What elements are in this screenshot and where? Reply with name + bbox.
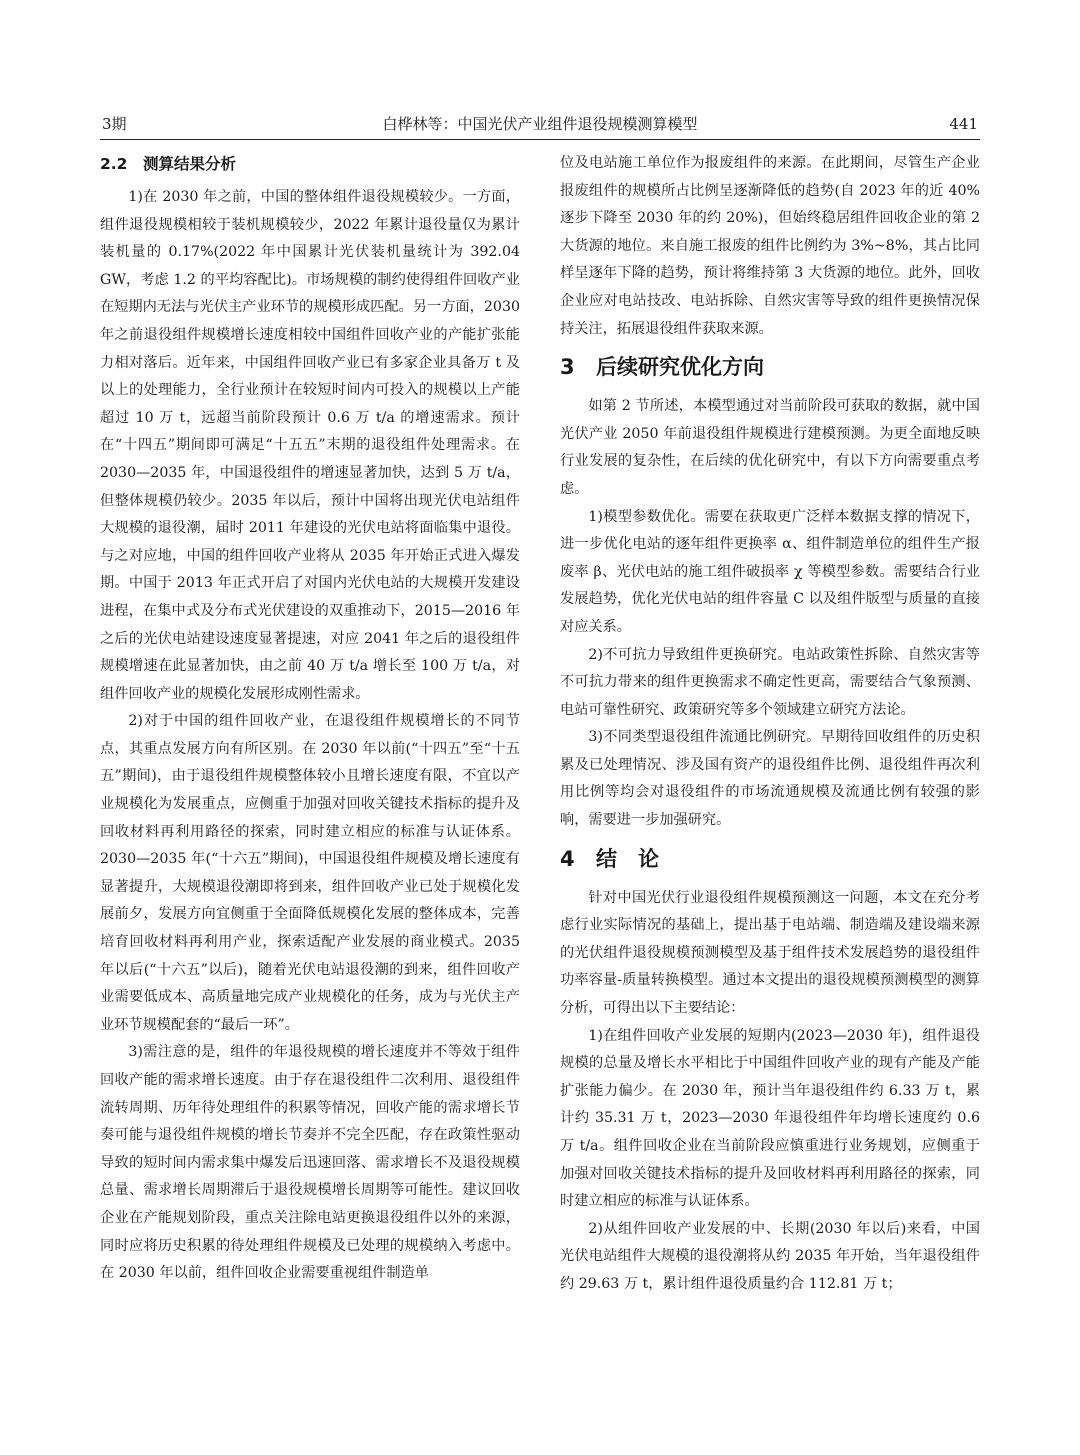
section-heading-4 [560,835,980,885]
paragraph: 1)在组件回收产业发展的短期内(2023—2030 年)，组件退役规模的总量及增长水平相比于中国组件回收产业的现有产能及产能扩张能力偏少。在 2030 年，预计当年退役组件约 6.33 万 t，累计约 35.31 万 t，2023—2030 年退役组件年均增长速度约 0.6 万 t/a。组件回收企业在当前阶段应慎重进行业务规划，应侧重于加强对回收关键技术指标的提升及回收材料再利用路径的探索，同时建立相应的标准与认证体系。 [560,1027,980,1210]
paragraph: 2)不可抗力导致组件更换研究。电站政策性拆除、自然灾害等不可抗力带来的组件更换需求不确定性更高，需要结合气象预测、电站可靠性研究、政策研究等多个领域建立研究方法论。 [560,646,980,718]
header-rule [100,139,980,140]
paragraph: 如第 2 节所述，本模型通过对当前阶段可获取的数据，就中国光伏产业 2050 年前退役组件规模进行建模预测。为更全面地反映行业发展的复杂性，在后续的优化研究中，有以下方向需要重点考虑。 [560,398,980,497]
running-title: 白桦林等：中国光伏产业组件退役规模测算模型 [382,115,698,133]
paragraph: 2)对于中国的组件回收产业，在退役组件规模增长的不同节点，其重点发展方向有所区别。在 2030 年以前(“十四五”至“十五五”期间)，由于退役组件规模整体较小且增长速度有限，不宜以产业规模化为发展重点，应侧重于加强对回收关键技术指标的提升及回收材料再利用路径的探索，同时建立相应的标准与认证体系。2030—2035 年(“十六五”期间)，中国退役组件规模及增长速度有显著提升，大规模退役潮即将到来，组件回收产业已处于规模化发展前夕，发展方向宜侧重于全面降低规模化发展的整体成本，完善培育回收材料再利用产业，探索适配产业发展的商业模式。2035 年以后(“十六五”以后)，随着光伏电站退役潮的到来，组件回收产业需要低成本、高质量地完成产业规模化的任务，成为与光伏主产业环节规模配套的“最后一环”。 [100,713,520,1033]
section-title: 结 论 [596,846,659,871]
paragraph: 3)需注意的是，组件的年退役规模的增长速度并不等效于组件回收产能的需求增长速度。由于存在退役组件二次利用、退役组件流转周期、历年待处理组件的积累等情况，回收产能的需求增长节奏可能与退役组件规模的增长节奏并不完全匹配，存在政策性驱动导致的短时间内需求集中爆发后迅速回落、需求增长不及退役规模总量、需求增长周期滞后于退役规模增长周期等可能性。建议回收企业在产能规划阶段，重点关注除电站更换退役组件以外的来源，同时应将历史积累的待处理组件规模及已处理的规模纳入考虑中。在 2030 年以前，组件回收企业需要重视组件制造单 [100,1044,520,1282]
section-heading-3 [560,343,980,393]
paragraph: 2)从组件回收产业发展的中、长期(2030 年以后)来看，中国光伏电站组件大规模的退役潮将从约 2035 年开始，当年退役组件约 29.63 万 t，累计组件退役质量约合 112.81 万 t； [560,1220,980,1292]
running-header [100,113,980,135]
paragraph: 3)不同类型退役组件流通比例研究。早期待回收组件的历史积累及已处理情况、涉及国有资产的退役组件比例、退役组件再次利用比例等均会对退役组件的市场流通规模及流通比例有较强的影响，需要进一步加强研究。 [560,729,980,829]
paragraph: 针对中国光伏行业退役组件规模预测这一问题，本文在充分考虑行业实际情况的基础上，提出基于电站端、制造端及建设端来源的光伏组件退役规模预测模型及基于组件技术发展趋势的退役组件功率容量-质量转换模型。通过本文提出的退役规模预测模型的测算分析，可得出以下主要结论： [560,889,980,1017]
page-number: 441 [949,115,978,133]
paragraph: 1)模型参数优化。需要在获取更广泛样本数据支撑的情况下，进一步优化电站的逐年组件更换率 α、组件制造单位的组件生产报废率 β、光伏电站的施工组件破损率 χ 等模型参数。需要结合行业发展趋势，优化光伏电站的组件容量 C 以及组件版型与质量的直接对应关系。 [560,508,980,635]
paragraph: 1)在 2030 年之前，中国的整体组件退役规模较少。一方面，组件退役规模相较于装机规模较少，2022 年累计退役量仅为累计装机量的 0.17%(2022 年中国累计光伏装机量统计为 392.04 GW，考虑 1.2 的平均容配比)。市场规模的制约使得组件回收产业在短期内无法与光伏主产业环节的规模形成匹配。另一方面，2030 年之前退役组件规模增长速度相较中国组件回收产业的产能扩张能力相对落后。近年来，中国组件回收产业已有多家企业具备万 t 及以上的处理能力，全行业预计在较短时间内可投入的规模以上产能超过 10 万 t，远超当前阶段预计 0.6 万 t/a 的增速需求。预计在“十四五”期间即可满足“十五五”末期的退役组件处理需求。在 2030—2035 年，中国退役组件的增速显著加快，达到 5 万 t/a，但整体规模仍较少。2035 年以后，预计中国将出现光伏电站组件大规模的退役潮，届时 2011 年建设的光伏电站将面临集中退役。与之对应地，中国的组件回收产业将从 2035 年开始正式进入爆发期。中国于 2013 年正式开启了对国内光伏电站的大规模开发建设进程，在集中式及分布式光伏建设的双重推动下，2015—2016 年之后的光伏电站建设速度显著提速，对应 2041 年之后的退役组件规模增速在此显著加快，由之前 40 万 t/a 增长至 100 万 t/a，对组件回收产业的规模化发展形成刚性需求。 [100,189,520,702]
section-number: 3 [560,355,575,380]
subsection-heading-2-2: 2.2 测算结果分析 [100,155,236,173]
left-column [100,150,520,1288]
issue-label: 3期 [102,115,127,133]
right-column [560,150,980,1299]
section-number: 4 [560,846,575,871]
section-title: 后续研究优化方向 [596,355,764,380]
paragraph-continued: 位及电站施工单位作为报废组件的来源。在此期间，尽管生产企业报废组件的规模所占比例呈逐渐降低的趋势(自 2023 年的近 40% 逐步下降至 2030 年的约 20%)，但始终稳居组件回收企业的第 2 大货源的地位。来自施工报废的组件比例约为 3%~8%，其占比同样呈逐年下降的趋势，预计将维持第 3 大货源的地位。此外，回收企业应对电站技改、电站拆除、自然灾害等导致的组件更换情况保持关注，拓展退役组件获取来源。 [560,155,980,337]
